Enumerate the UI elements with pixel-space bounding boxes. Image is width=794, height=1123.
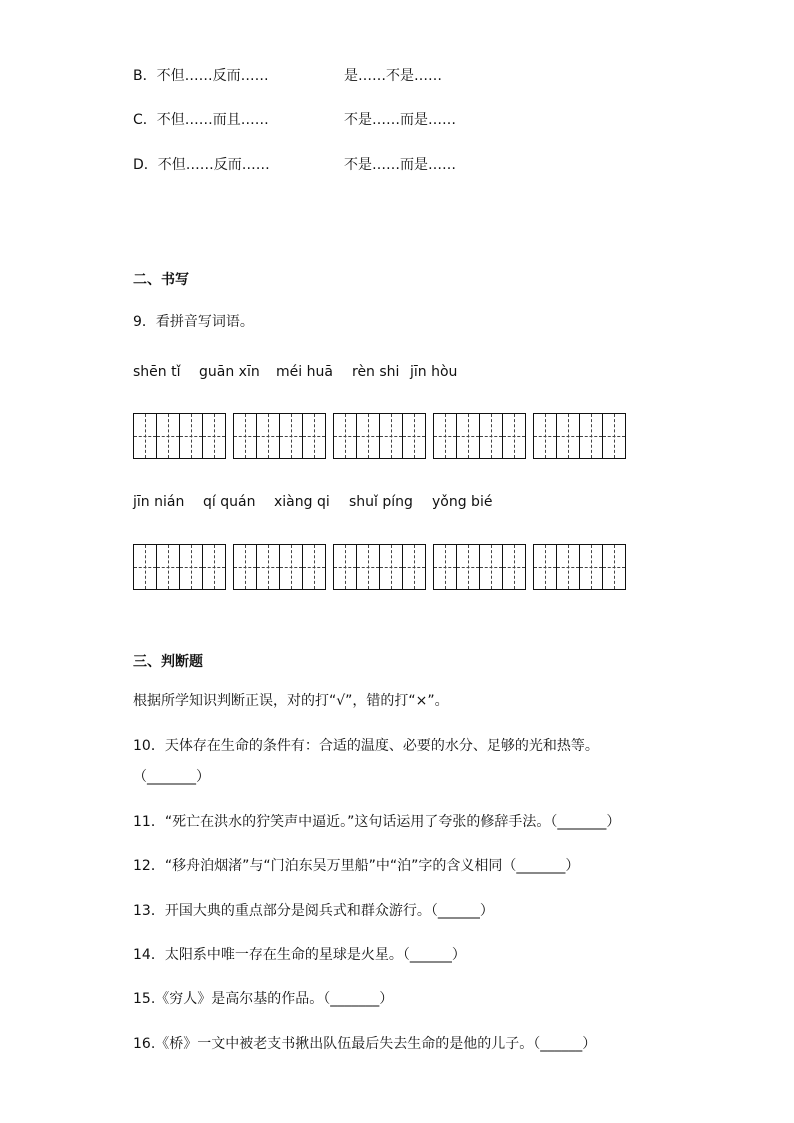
option-d-right: 不是……而是…… bbox=[344, 157, 456, 173]
question-11: 11．“死亡在洪水的狞笑声中逼近。”这句话运用了夸张的修辞手法。（_______） bbox=[133, 814, 621, 830]
question-10: 10．天体存在生命的条件有：合适的温度、必要的水分、足够的光和热等。 bbox=[133, 738, 599, 754]
pinyin-1-5: jīn hòu bbox=[410, 364, 458, 380]
option-c-right: 不是……而是…… bbox=[344, 112, 456, 128]
pinyin-2-5: yǒng bié bbox=[432, 494, 493, 510]
write-box[interactable] bbox=[133, 544, 226, 590]
write-box[interactable] bbox=[433, 544, 526, 590]
write-box[interactable] bbox=[333, 544, 426, 590]
writing-grid-row-2 bbox=[133, 544, 626, 590]
question-16: 16.《桥》一文中被老支书揪出队伍最后失去生命的是他的儿子。（______） bbox=[133, 1036, 597, 1052]
pinyin-2-1: jīn nián bbox=[133, 494, 185, 510]
write-box[interactable] bbox=[233, 413, 326, 459]
pinyin-2-2: qí quán bbox=[203, 494, 256, 510]
pinyin-1-1: shēn tǐ bbox=[133, 364, 181, 380]
question-15: 15.《穷人》是高尔基的作品。（_______） bbox=[133, 991, 394, 1007]
pinyin-2-4: shuǐ píng bbox=[349, 494, 413, 510]
write-box[interactable] bbox=[333, 413, 426, 459]
write-box[interactable] bbox=[533, 413, 626, 459]
section-3-title: 三、判断题 bbox=[133, 654, 203, 670]
option-d-left: D．不但……反而…… bbox=[133, 157, 270, 173]
question-10-blank[interactable]: （_______） bbox=[133, 769, 210, 785]
question-9: 9．看拼音写词语。 bbox=[133, 314, 254, 330]
section-2-title: 二、书写 bbox=[133, 272, 189, 288]
section-3-instruction: 根据所学知识判断正误，对的打“√”，错的打“×”。 bbox=[133, 693, 449, 709]
writing-grid-row-1 bbox=[133, 413, 626, 459]
write-box[interactable] bbox=[433, 413, 526, 459]
option-b-right: 是……不是…… bbox=[344, 68, 442, 84]
pinyin-1-3: méi huā bbox=[276, 364, 333, 380]
question-14: 14．太阳系中唯一存在生命的星球是火星。（______） bbox=[133, 947, 466, 963]
option-b-left: B．不但……反而…… bbox=[133, 68, 269, 84]
write-box[interactable] bbox=[233, 544, 326, 590]
pinyin-2-3: xiàng qi bbox=[274, 494, 330, 510]
write-box[interactable] bbox=[133, 413, 226, 459]
write-box[interactable] bbox=[533, 544, 626, 590]
option-c-left: C．不但……而且…… bbox=[133, 112, 269, 128]
pinyin-1-2: guān xīn bbox=[199, 364, 260, 380]
pinyin-1-4: rèn shi bbox=[352, 364, 400, 380]
question-13: 13．开国大典的重点部分是阅兵式和群众游行。（______） bbox=[133, 903, 494, 919]
question-12: 12．“移舟泊烟渚”与“门泊东吴万里船”中“泊”字的含义相同（_______） bbox=[133, 858, 580, 874]
